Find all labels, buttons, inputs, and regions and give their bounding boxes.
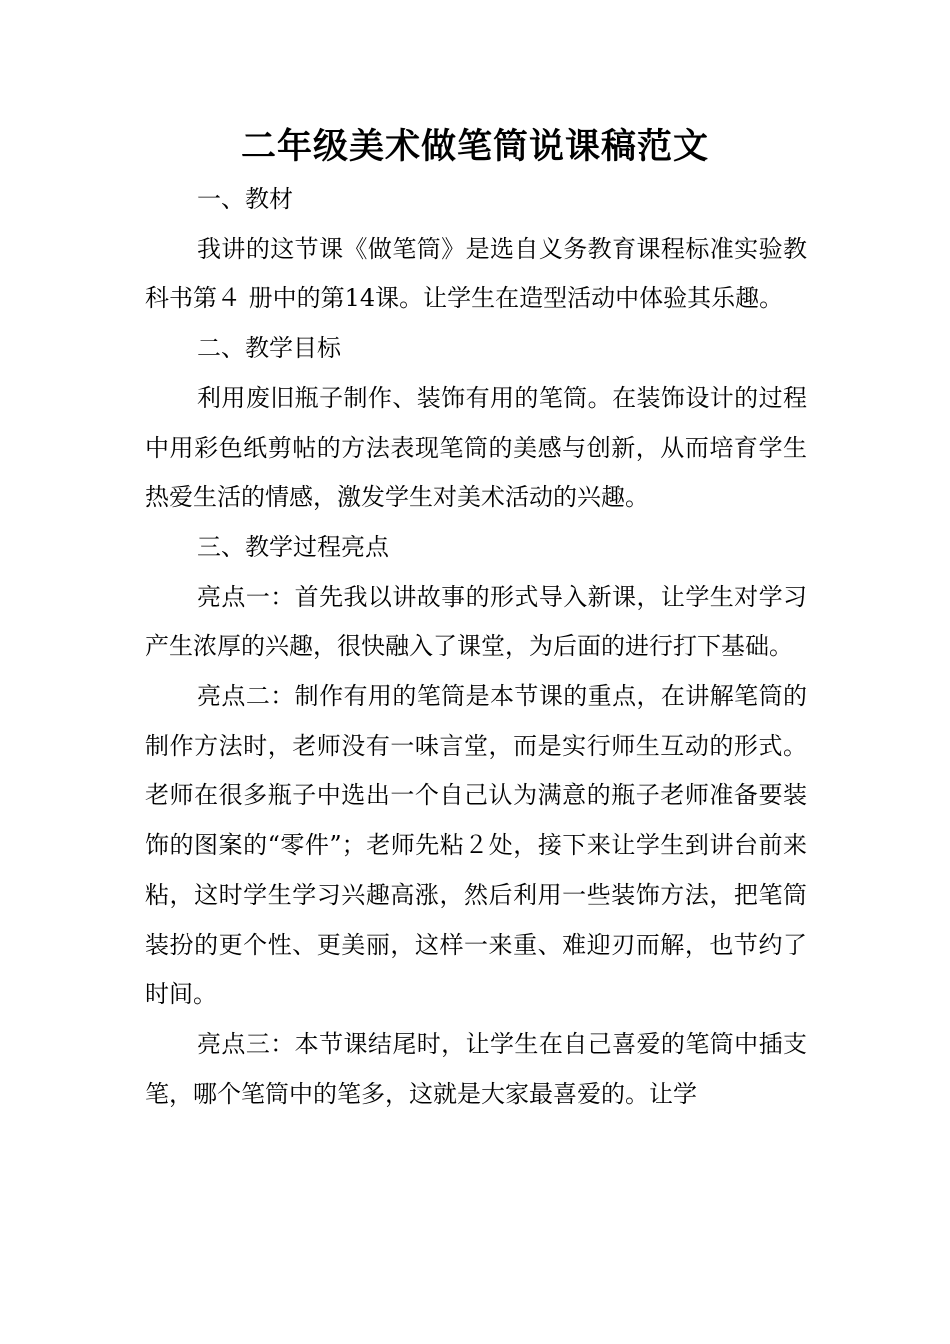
section-heading-objectives: 二、教学目标 xyxy=(197,334,341,363)
paragraph-highlight-two: 亮点二：制作有用的笔筒是本节课的重点，在讲解笔筒的制作方法时，老师没有一味言堂，而是实行师生互动的形式。老师在很多瓶子中选出一个自己认为满意的瓶子老师准备要装饰的图案的“零件”；老师先粘２处，接下来让学生到讲台前来粘，这时学生学习兴趣高涨，然后利用一些装饰方法，把笔筒装扮的更个性、更美丽，这样一来重、难迎刃而解，也节约了时间。 xyxy=(145,682,807,1009)
document-body xyxy=(145,175,807,1119)
paragraph-materials: 我讲的这节课《做笔筒》是选自义务教育课程标准实验教科书第４ 册中的第14课。让学生在造型活动中体验其乐趣。 xyxy=(145,234,807,313)
section-heading-materials: 一、教材 xyxy=(197,185,293,213)
document-title: 二年级美术做笔筒说课稿范文 xyxy=(240,127,709,167)
section-heading-highlights: 三、教学过程亮点 xyxy=(197,532,389,561)
paragraph-highlight-one: 亮点一：首先我以讲故事的形式导入新课，让学生对学习产生浓厚的兴趣，很快融入了课堂，为后面的进行打下基础。 xyxy=(145,582,807,661)
paragraph-objectives: 利用废旧瓶子制作、装饰有用的笔筒。在装饰设计的过程中用彩色纸剪帖的方法表现笔筒的美感与创新，从而培育学生热爱生活的情感，激发学生对美术活动的兴趣。 xyxy=(145,383,807,512)
paragraph-highlight-three: 亮点三：本节课结尾时，让学生在自己喜爱的笔筒中插支笔，哪个笔筒中的笔多，这就是大家最喜爱的。让学 xyxy=(145,1029,807,1108)
